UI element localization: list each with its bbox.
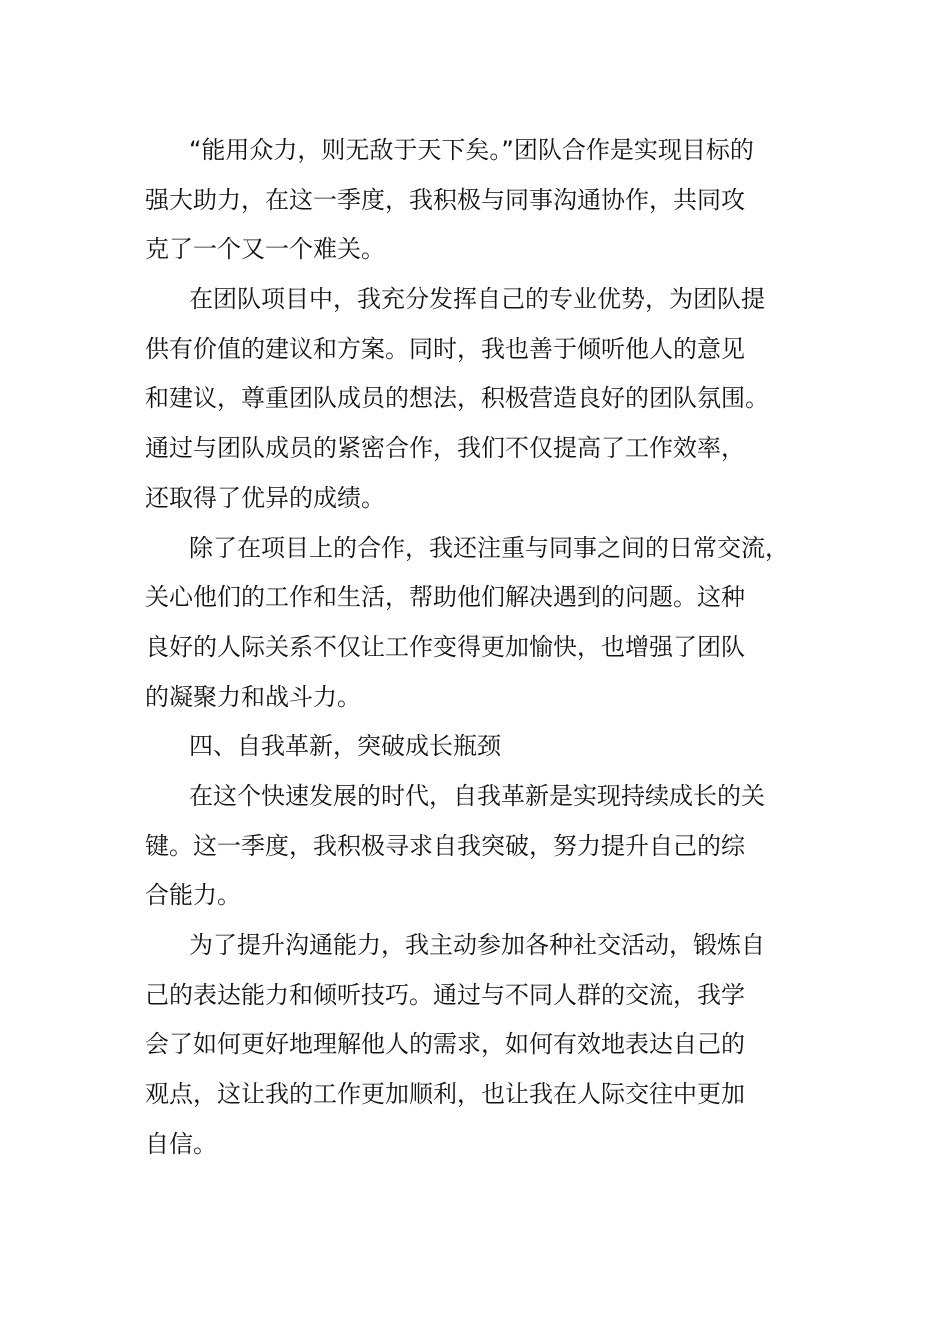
text-line: 在这个快速发展的时代，自我革新是实现持续成长的关 [189, 781, 765, 810]
text-line: 会了如何更好地理解他人的需求，如何有效地表达自己的 [145, 1030, 745, 1059]
text-line: 在团队项目中，我充分发挥自己的专业优势，为团队提 [189, 285, 765, 314]
text-line: 克了一个又一个难关。 [145, 235, 385, 264]
text-line: 己的表达能力和倾听技巧。通过与不同人群的交流，我学 [145, 980, 745, 1009]
section-heading: 四、自我革新，突破成长瓶颈 [189, 732, 501, 761]
text-line: 和建议，尊重团队成员的想法，积极营造良好的团队氛围。 [145, 384, 769, 413]
text-line: 还取得了优异的成绩。 [145, 483, 385, 512]
text-line: 合能力。 [145, 881, 241, 910]
section-heading-self-renewal [145, 722, 835, 772]
text-line: 关心他们的工作和生活，帮助他们解决遇到的问题。这种 [145, 583, 745, 612]
text-line: 为了提升沟通能力，我主动参加各种社交活动，锻炼自 [189, 931, 765, 959]
text-line: 自信。 [145, 1129, 217, 1158]
paragraph-self-renewal [145, 772, 835, 921]
text-line: 观点，这让我的工作更加顺利，也让我在人际交往中更加 [145, 1080, 745, 1109]
paragraph-communication-skills [145, 921, 835, 1169]
text-line: 的凝聚力和战斗力。 [145, 682, 361, 711]
document-body [145, 126, 835, 1169]
paragraph-daily-communication [145, 524, 835, 723]
paragraph-teamwork-quote [145, 126, 835, 275]
text-line: 良好的人际关系不仅让工作变得更加愉快，也增强了团队 [145, 632, 745, 661]
text-line: 通过与团队成员的紧密合作，我们不仅提高了工作效率， [145, 434, 745, 463]
text-line: 供有价值的建议和方案。同时，我也善于倾听他人的意见 [145, 334, 745, 363]
text-line: 键。这一季度，我积极寻求自我突破，努力提升自己的综 [145, 831, 745, 860]
text-line: 强大助力，在这一季度，我积极与同事沟通协作，共同攻 [145, 185, 745, 214]
paragraph-team-project [145, 275, 835, 523]
text-line: “能用众力，则无敌于天下矣。”团队合作是实现目标的 [189, 136, 754, 164]
text-line: 除了在项目上的合作，我还注重与同事之间的日常交流， [189, 533, 789, 562]
